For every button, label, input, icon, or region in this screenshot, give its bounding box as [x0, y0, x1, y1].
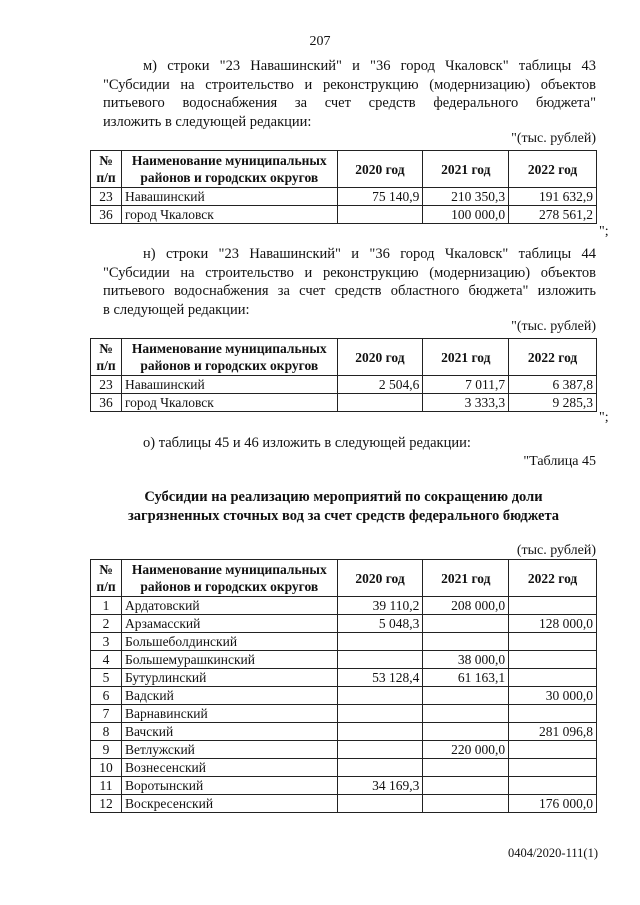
cell-name: Ардатовский	[121, 597, 337, 615]
section-n-text	[103, 245, 596, 319]
cell-2022: 6 387,8	[509, 376, 597, 394]
cell-2021	[423, 759, 509, 777]
table-row	[91, 376, 597, 394]
units-label: "(тыс. рублей)	[511, 131, 596, 146]
table-row	[91, 188, 597, 206]
cell-num: 9	[91, 741, 122, 759]
cell-2021	[423, 633, 509, 651]
cell-name: Бутурлинский	[121, 669, 337, 687]
cell-name: Большемурашкинский	[121, 651, 337, 669]
page-number: 207	[309, 34, 331, 49]
cell-2020	[337, 394, 423, 412]
header-num: № п/п	[91, 339, 122, 376]
cell-num: 23	[91, 188, 122, 206]
cell-2021: 210 350,3	[423, 188, 509, 206]
section-n-line: н) строки "23 Навашинский" и "36 город Чкаловск" таблицы 44	[143, 246, 596, 262]
cell-2021: 100 000,0	[423, 206, 509, 224]
cell-num: 7	[91, 705, 122, 723]
header-2020: 2020 год	[337, 151, 423, 188]
table-row	[91, 651, 597, 669]
table-row	[91, 795, 597, 813]
section-o-text: о) таблицы 45 и 46 изложить в следующей редакции:	[143, 435, 471, 451]
cell-num: 12	[91, 795, 122, 813]
units-label: (тыс. рублей)	[516, 543, 596, 558]
table-43-rows	[90, 150, 597, 224]
table-45-title	[90, 488, 597, 526]
cell-2022: 278 561,2	[509, 206, 597, 224]
cell-2020: 75 140,9	[337, 188, 423, 206]
cell-num: 3	[91, 633, 122, 651]
header-2020: 2020 год	[337, 560, 423, 597]
cell-2021	[423, 723, 509, 741]
cell-num: 1	[91, 597, 122, 615]
cell-num: 36	[91, 206, 122, 224]
cell-2022	[509, 597, 597, 615]
cell-2020	[337, 723, 423, 741]
cell-name: Ветлужский	[121, 741, 337, 759]
cell-2021: 7 011,7	[423, 376, 509, 394]
header-name: Наименование муниципальных районов и городских округов	[121, 560, 337, 597]
header-2021: 2021 год	[423, 339, 509, 376]
section-m-text	[103, 57, 596, 131]
table-45-label: "Таблица 45	[523, 454, 596, 469]
header-num: № п/п	[91, 560, 122, 597]
cell-2021	[423, 687, 509, 705]
cell-name: Вадский	[121, 687, 337, 705]
title-line: Субсидии на реализацию мероприятий по сокращению доли	[144, 489, 543, 505]
table-header-row	[91, 151, 597, 188]
cell-2020	[337, 687, 423, 705]
title-line: загрязненных сточных вод за счет средств федерального бюджета	[127, 508, 560, 524]
table-row	[91, 705, 597, 723]
cell-2022	[509, 777, 597, 795]
cell-2021: 3 333,3	[423, 394, 509, 412]
header-2022: 2022 год	[509, 560, 597, 597]
cell-2022	[509, 759, 597, 777]
cell-name: Арзамасский	[121, 615, 337, 633]
cell-2022: 30 000,0	[509, 687, 597, 705]
table-row	[91, 206, 597, 224]
section-m-line: питьевого водоснабжения за счет средств федерального бюджета"	[103, 95, 596, 111]
table-row	[91, 669, 597, 687]
cell-name: Вознесенский	[121, 759, 337, 777]
cell-2021	[423, 705, 509, 723]
units-label: "(тыс. рублей)	[511, 319, 596, 334]
header-2020: 2020 год	[337, 339, 423, 376]
cell-num: 5	[91, 669, 122, 687]
cell-2021: 220 000,0	[423, 741, 509, 759]
cell-2020: 2 504,6	[337, 376, 423, 394]
table-row	[91, 759, 597, 777]
cell-name: Воскресенский	[121, 795, 337, 813]
cell-num: 4	[91, 651, 122, 669]
cell-2021: 208 000,0	[423, 597, 509, 615]
cell-2020	[337, 759, 423, 777]
section-n-line: питьевого водоснабжения за счет средств областного бюджета" изложить	[103, 283, 596, 299]
cell-num: 6	[91, 687, 122, 705]
cell-2020	[337, 206, 423, 224]
table-44-rows	[90, 338, 597, 412]
table-45	[90, 559, 597, 813]
table-header-row	[91, 560, 597, 597]
cell-2022	[509, 669, 597, 687]
closing-quote: ";	[599, 224, 609, 239]
cell-2022	[509, 651, 597, 669]
table-row	[91, 615, 597, 633]
cell-2022: 176 000,0	[509, 795, 597, 813]
cell-name: Большеболдинский	[121, 633, 337, 651]
cell-2022	[509, 741, 597, 759]
header-2022: 2022 год	[509, 339, 597, 376]
table-row	[91, 741, 597, 759]
header-name: Наименование муниципальных районов и городских округов	[121, 151, 337, 188]
table-row	[91, 597, 597, 615]
cell-num: 2	[91, 615, 122, 633]
cell-2020: 34 169,3	[337, 777, 423, 795]
cell-name: Воротынский	[121, 777, 337, 795]
cell-2022: 191 632,9	[509, 188, 597, 206]
cell-num: 36	[91, 394, 122, 412]
cell-num: 8	[91, 723, 122, 741]
header-2021: 2021 год	[423, 560, 509, 597]
cell-name: Варнавинский	[121, 705, 337, 723]
section-m-line: м) строки "23 Навашинский" и "36 город Чкаловск" таблицы 43	[143, 58, 596, 74]
cell-2021: 38 000,0	[423, 651, 509, 669]
table-45-body	[91, 597, 597, 813]
cell-name: Навашинский	[121, 188, 337, 206]
section-m-line: изложить в следующей редакции:	[103, 113, 312, 130]
cell-2020	[337, 741, 423, 759]
header-2022: 2022 год	[509, 151, 597, 188]
cell-2022: 281 096,8	[509, 723, 597, 741]
cell-2020	[337, 651, 423, 669]
section-n-line: в следующей редакции:	[103, 301, 250, 318]
cell-2020: 39 110,2	[337, 597, 423, 615]
cell-2020	[337, 795, 423, 813]
cell-2021: 61 163,1	[423, 669, 509, 687]
table-header-row	[91, 339, 597, 376]
cell-2020: 5 048,3	[337, 615, 423, 633]
table-row	[91, 394, 597, 412]
header-num: № п/п	[91, 151, 122, 188]
cell-name: Вачский	[121, 723, 337, 741]
table-row	[91, 633, 597, 651]
cell-2022	[509, 705, 597, 723]
cell-2020: 53 128,4	[337, 669, 423, 687]
table-row	[91, 777, 597, 795]
section-m-line: "Субсидии на строительство и реконструкцию (модернизацию) объектов	[103, 76, 596, 93]
cell-2020	[337, 705, 423, 723]
cell-name: Навашинский	[121, 376, 337, 394]
cell-2021	[423, 795, 509, 813]
header-name: Наименование муниципальных районов и городских округов	[121, 339, 337, 376]
cell-2021	[423, 777, 509, 795]
cell-num: 11	[91, 777, 122, 795]
cell-2020	[337, 633, 423, 651]
section-n-line: "Субсидии на строительство и реконструкцию (модернизацию) объектов	[103, 264, 596, 281]
header-2021: 2021 год	[423, 151, 509, 188]
cell-2022: 128 000,0	[509, 615, 597, 633]
cell-2021	[423, 615, 509, 633]
closing-quote: ";	[599, 410, 609, 425]
table-row	[91, 687, 597, 705]
cell-2022	[509, 633, 597, 651]
cell-2022: 9 285,3	[509, 394, 597, 412]
cell-num: 10	[91, 759, 122, 777]
cell-num: 23	[91, 376, 122, 394]
cell-name: город Чкаловск	[121, 394, 337, 412]
cell-name: город Чкаловск	[121, 206, 337, 224]
document-code: 0404/2020-111(1)	[507, 846, 598, 860]
table-row	[91, 723, 597, 741]
